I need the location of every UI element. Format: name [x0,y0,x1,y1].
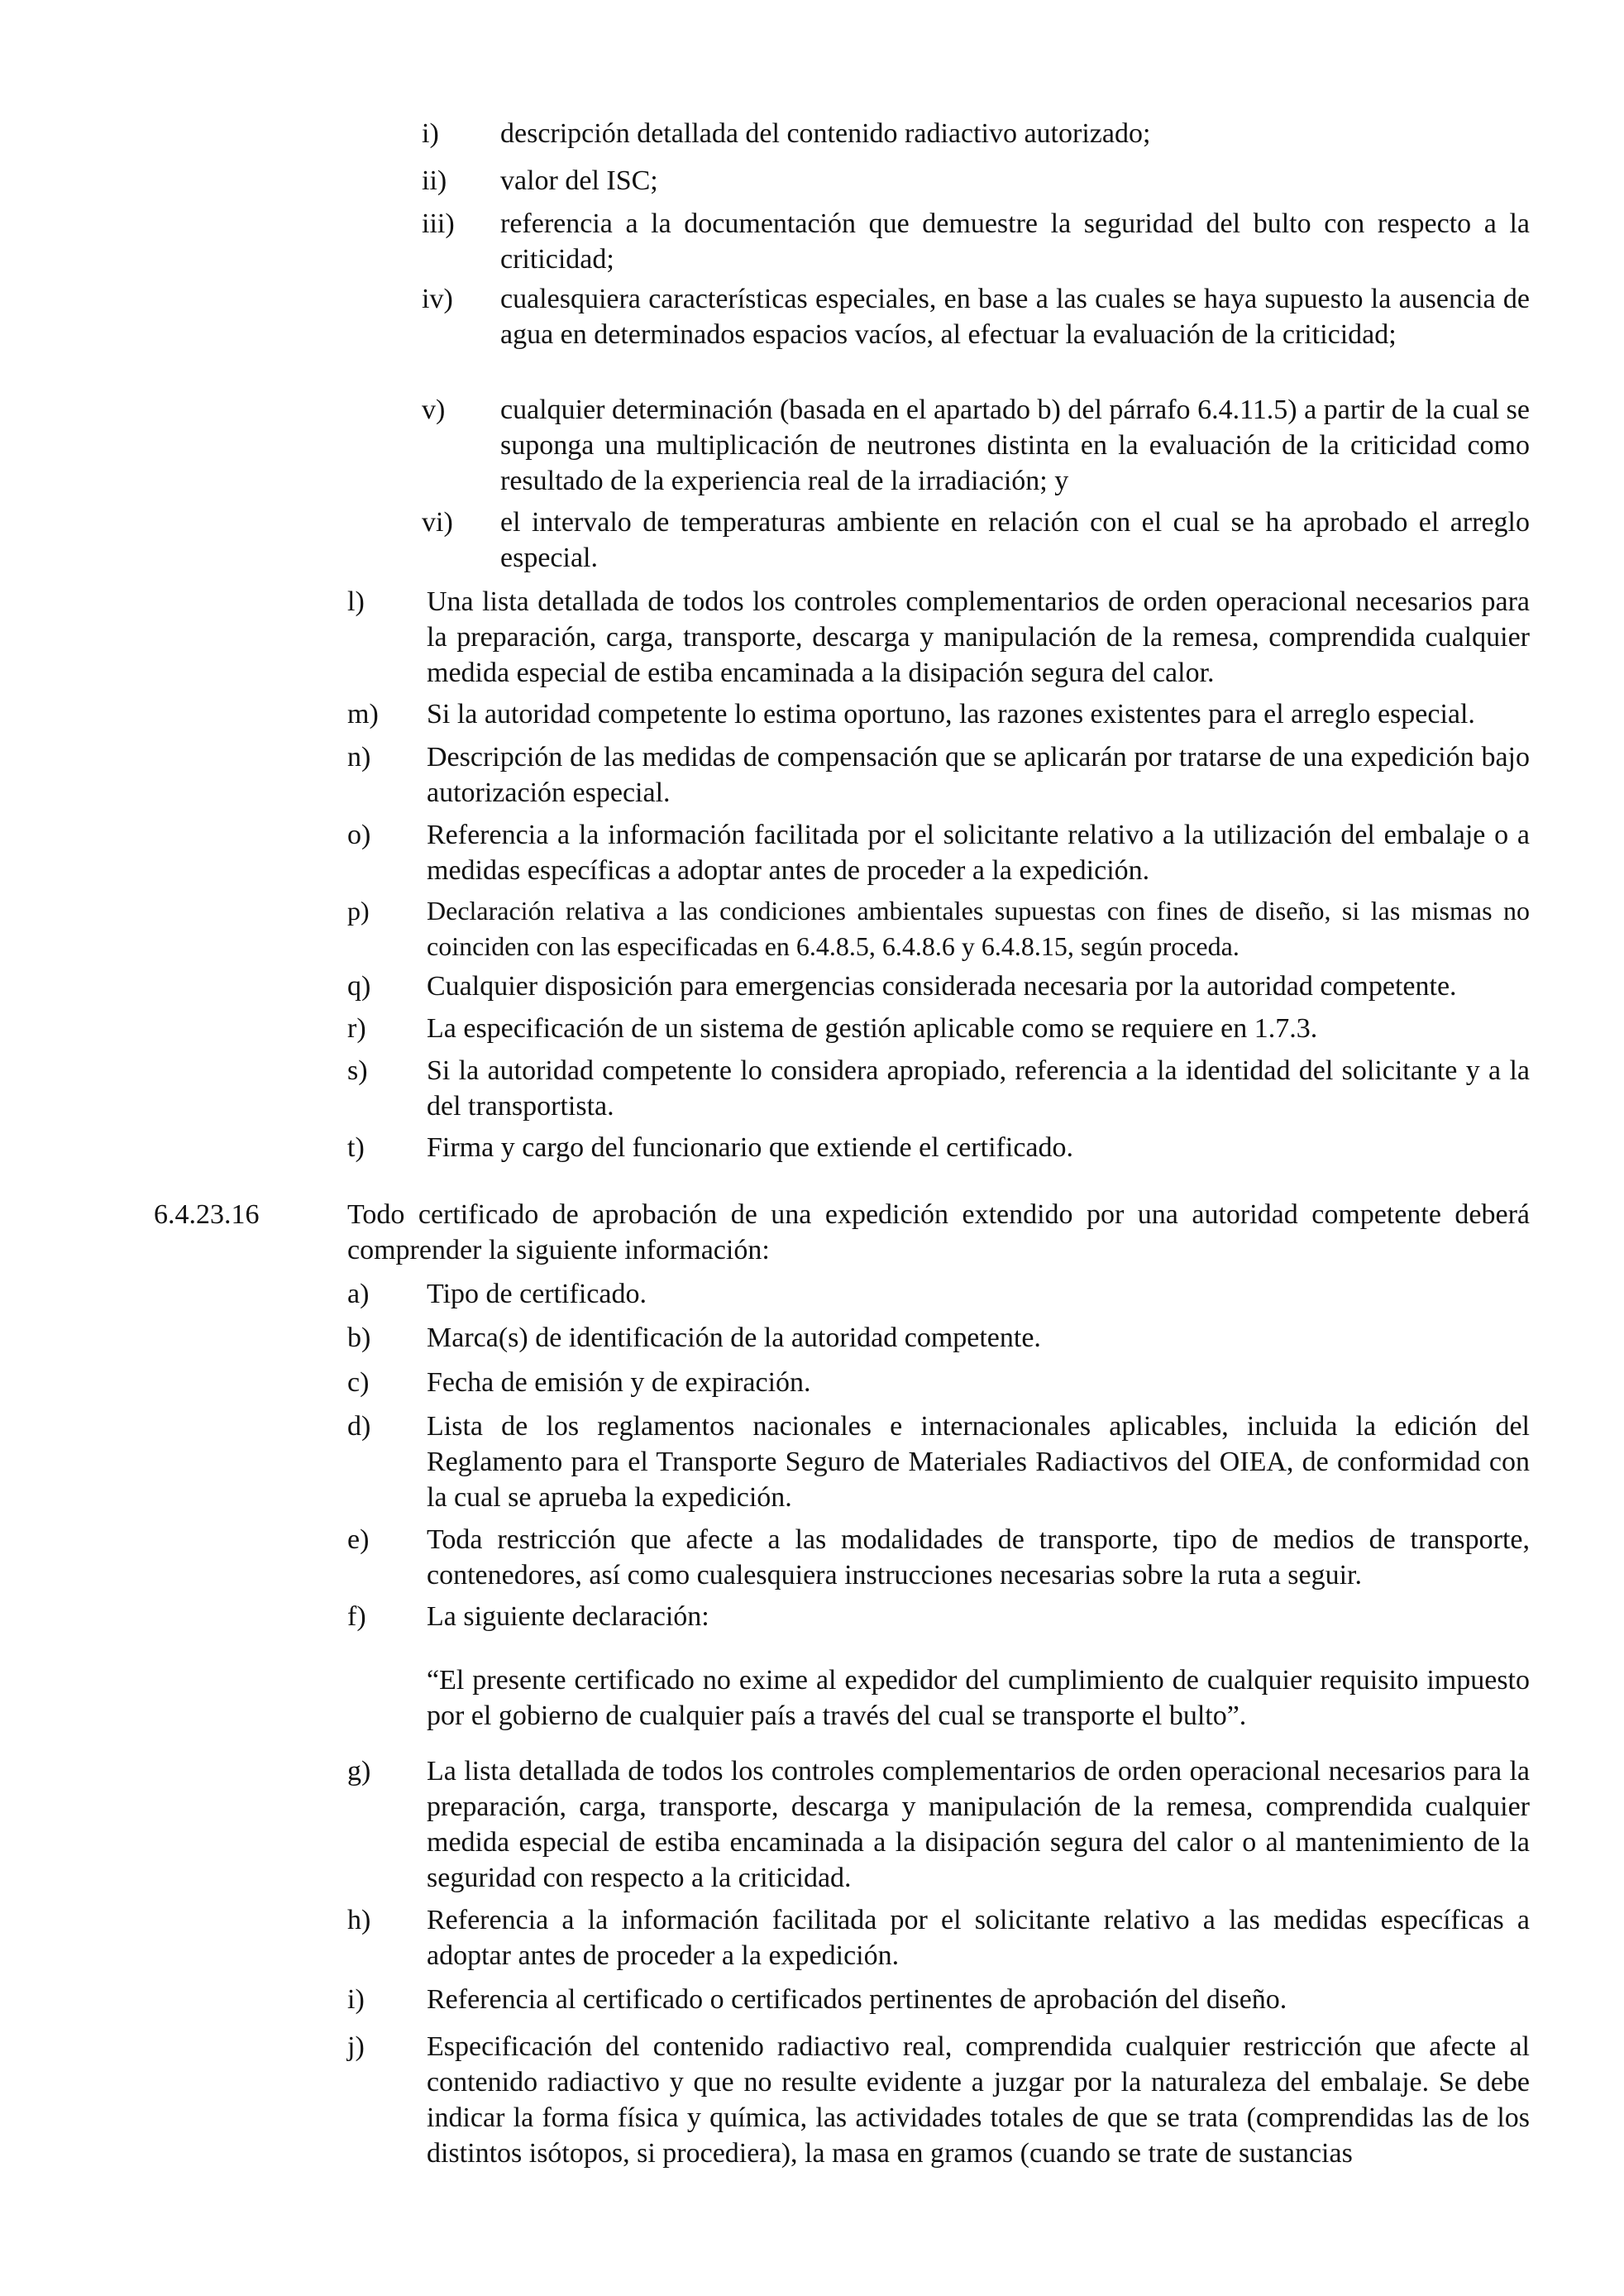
list-item-j [347,2029,1530,2171]
list-item-g [347,1753,1530,1896]
item-text: Fecha de emisión y de expiración. [427,1367,811,1398]
item-text: cualquier determinación (basada en el apartado b) del párrafo 6.4.11.5) a partir de la cual se suponga una multiplicación de neutrones distinta en la evaluación de la criticidad como resultado de la experiencia real de la irradiación; y [500,395,1530,496]
list-item-i [347,1982,1530,2017]
item-text: Firma y cargo del funcionario que extiende el certificado. [427,1132,1073,1163]
item-label: j) [347,2031,365,2062]
item-text: Referencia a la información facilitada por el solicitante relativo a las medidas específicas a adoptar antes de proceder a la expedición. [427,1905,1530,1971]
list-item-t [347,1130,1530,1165]
list-item-m [347,696,1530,732]
item-text: Si la autoridad competente lo considera apropiado, referencia a la identidad del solicitante y a la del transportista. [427,1055,1530,1122]
list-item-h [347,1902,1530,1973]
list-item-r [347,1011,1530,1046]
item-text: Si la autoridad competente lo estima oportuno, las razones existentes para el arreglo especial. [427,699,1475,729]
item-label: e) [347,1524,370,1555]
item-text: Lista de los reglamentos nacionales e internacionales aplicables, incluida la edición del Reglamento para el Transporte Seguro de Materiales Radiactivos del OIEA, de conformidad con la cual se aprueba la expedición. [427,1411,1530,1513]
item-label: vi) [422,507,453,538]
item-label: p) [347,896,370,926]
item-text: La lista detallada de todos los controles complementarios de orden operacional necesarios para la preparación, carga, transporte, descarga y manipulación de la remesa, comprendida cualquier medida especial de estiba encaminada a la disipación segura del calor o al mantenimiento de la seguridad con respecto a la criticidad. [427,1756,1530,1893]
list-item-p [347,893,1530,964]
item-text: Tipo de certificado. [427,1279,647,1309]
item-label: i) [347,1984,365,2015]
section-number: 6.4.23.16 [154,1199,260,1230]
list-item-n [347,739,1530,811]
list-item-e [347,1522,1530,1593]
list-item-b [347,1320,1530,1356]
list-item-c [347,1365,1530,1400]
item-label: iii) [422,208,455,239]
list-item-q [347,969,1530,1004]
item-text: Una lista detallada de todos los controles complementarios de orden operacional necesarios para la preparación, carga, transporte, descarga y manipulación de la remesa, comprendida cualquier medida especial de estiba encaminada a la disipación segura del calor. [427,586,1530,688]
list-item-f [347,1599,1530,1634]
item-label: r) [347,1013,366,1044]
list-item-s [347,1053,1530,1124]
item-text: cualesquiera características especiales, en base a las cuales se haya supuesto la ausencia de agua en determinados espacios vacíos, al efectuar la evaluación de la criticidad; [500,284,1530,350]
item-text: descripción detallada del contenido radiactivo autorizado; [500,118,1151,149]
item-text: Especificación del contenido radiactivo real, comprendida cualquier restricción que afecte al contenido radiactivo y que no resulte evidente a juzgar por la naturaleza del embalaje. Se debe indicar la forma física y química, las actividades totales de que se trata (comprendidas las de los distintos isótopos, si procediera), la masa en gramos (cuando se trate de sustancias [427,2031,1530,2169]
item-label: iv) [422,284,453,314]
item-label: o) [347,820,371,850]
sub-item-v [422,392,1530,499]
item-label: g) [347,1756,371,1787]
item-label: v) [422,395,446,425]
item-label: c) [347,1367,370,1398]
sub-item-iii [422,206,1530,277]
item-text: Referencia al certificado o certificados pertinentes de aprobación del diseño. [427,1984,1287,2015]
list-item-a [347,1276,1530,1312]
item-label: d) [347,1411,371,1442]
list-item-o [347,817,1530,888]
quoted-declaration: “El presente certificado no exime al expedidor del cumplimiento de cualquier requisito impuesto por el gobierno de cualquier país a través del cual se transporte el bulto”. [427,1665,1530,1731]
item-label: i) [422,118,439,149]
item-text: Toda restricción que afecte a las modalidades de transporte, tipo de medios de transporte, contenedores, así como cualesquiera instrucciones necesarias sobre la ruta a seguir. [427,1524,1530,1590]
item-text: Declaración relativa a las condiciones ambientales supuestas con fines de diseño, si las mismas no coinciden con las especificadas en 6.4.8.5, 6.4.8.6 y 6.4.8.15, según proceda. [427,896,1530,961]
item-text: La especificación de un sistema de gestión aplicable como se requiere en 1.7.3. [427,1013,1318,1044]
item-label: a) [347,1279,370,1309]
section-intro: Todo certificado de aprobación de una expedición extendido por una autoridad competente deberá comprender la siguiente información: [347,1199,1530,1265]
item-label: s) [347,1055,368,1086]
item-label: n) [347,742,371,773]
item-text: valor del ISC; [500,165,658,196]
item-label: m) [347,699,379,729]
item-text: Referencia a la información facilitada por el solicitante relativo a la utilización del embalaje o a medidas específicas a adoptar antes de proceder a la expedición. [427,820,1530,886]
sub-item-ii [422,163,1530,199]
list-item-l [347,584,1530,691]
item-label: h) [347,1905,371,1935]
item-text: La siguiente declaración: [427,1601,709,1632]
sub-item-iv [422,281,1530,352]
item-text: Descripción de las medidas de compensación que se aplicarán por tratarse de una expedición bajo autorización especial. [427,742,1530,808]
item-label: ii) [422,165,447,196]
sub-item-vi [422,505,1530,576]
list-item-d [347,1409,1530,1515]
sub-item-i [422,116,1530,151]
item-text: referencia a la documentación que demuestre la seguridad del bulto con respecto a la criticidad; [500,208,1530,275]
item-text: Cualquier disposición para emergencias considerada necesaria por la autoridad competente. [427,971,1457,1002]
item-label: f) [347,1601,366,1632]
item-label: l) [347,586,365,617]
item-label: t) [347,1132,365,1163]
item-text: Marca(s) de identificación de la autoridad competente. [427,1323,1041,1353]
item-label: q) [347,971,371,1002]
item-text: el intervalo de temperaturas ambiente en relación con el cual se ha aprobado el arreglo especial. [500,507,1530,573]
item-label: b) [347,1323,371,1353]
